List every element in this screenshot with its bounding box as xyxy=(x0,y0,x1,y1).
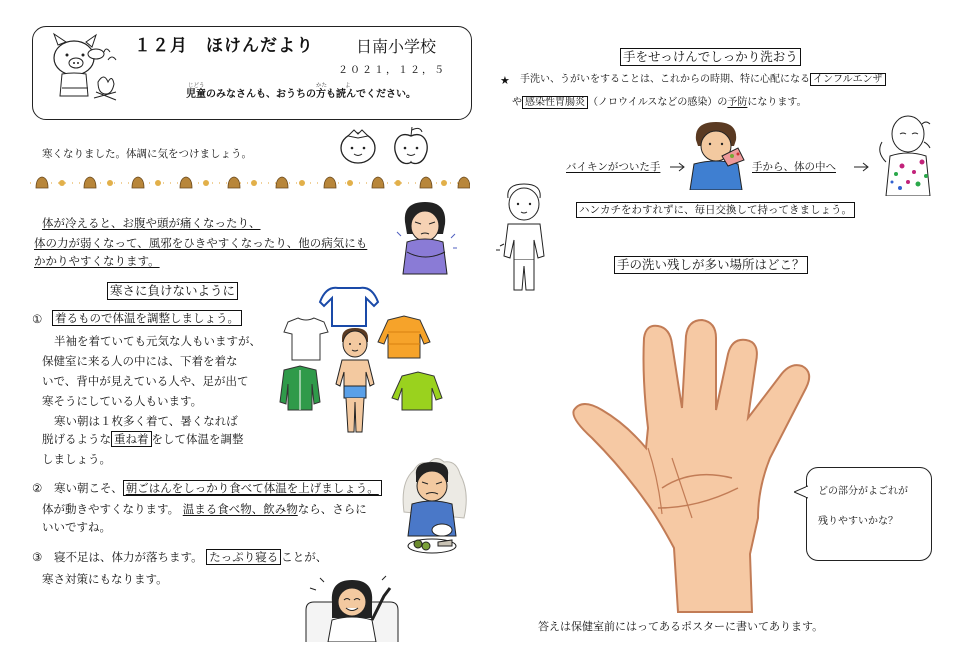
item1-line6: 寒い朝は１枚多く着て、暑くなれば xyxy=(54,414,238,428)
ruby-kata: かた xyxy=(316,83,328,89)
apple-icon xyxy=(390,124,432,168)
handwash-line1-a: 手洗い、うがいをすることは、これからの時期、特に心配になる xyxy=(520,74,810,85)
section-heading-cold: 寒さに負けないように xyxy=(107,282,238,300)
boy-eating-icon xyxy=(686,120,750,190)
item1-line7-c: をして体温を調整 xyxy=(151,432,244,446)
handkerchief-note: ハンカチをわすれずに、毎日交換して持ってきましょう。 xyxy=(576,202,855,218)
item3-line1 xyxy=(54,550,327,564)
item1-line4: いで、背中が見えている人や、足が出て xyxy=(42,374,249,388)
section-heading-handwash: 手をせっけんでしっかり洗おう xyxy=(620,48,801,66)
item2-line2-c: なら、さらに xyxy=(297,502,367,516)
issue-date: ２０２１，１２，５ xyxy=(338,65,446,76)
item1-line7-box: 重ね着 xyxy=(111,431,152,447)
ruby-yo: よ xyxy=(345,83,351,89)
item1-line5: 寒そうにしている人もいます。 xyxy=(42,394,203,408)
item2-line1 xyxy=(54,481,382,495)
newsletter-subtitle: 児童のみなさんも、おうちの方も読んでください。 xyxy=(186,89,416,100)
boy-standing-icon xyxy=(494,180,556,298)
arrow-right-icon-2 xyxy=(854,162,870,172)
item3-line1-box: たっぷり寝る xyxy=(206,549,281,565)
item2-line2 xyxy=(42,502,367,516)
star-marker: ★ xyxy=(500,74,510,87)
para1-line3: かかりやすくなります。 xyxy=(34,254,160,268)
handwash-line2 xyxy=(512,96,807,110)
item2-line2-a: 体が動きやすくなります。 xyxy=(42,502,180,516)
boy-underwear-icon xyxy=(330,326,380,438)
item3-line1-a: 寝不足は、体力が落ちます。 xyxy=(54,550,203,564)
chestnut-garland-icon xyxy=(30,174,470,192)
newsletter-title: １２月 ほけんだより xyxy=(134,36,314,56)
item1-line3: 保健室に来る人の中には、下着を着な xyxy=(42,354,238,368)
hand-outline-icon xyxy=(562,318,842,614)
bubble-line2: 残りやすいかな？ xyxy=(818,516,898,527)
item1-line7 xyxy=(42,432,244,446)
intro-text: 寒くなりました。体調に気をつけましょう。 xyxy=(42,148,252,160)
section-heading-missed-areas: 手の洗い残しが多い場所はどこ？ xyxy=(614,256,808,274)
cold-girl-icon xyxy=(395,198,457,276)
answer-note: 答えは保健室前にはってあるポスターに書いてあります。 xyxy=(538,620,824,633)
item3-line1-c: ことが、 xyxy=(281,550,328,564)
bubble-line1: どの部分がよごれが xyxy=(818,486,908,497)
persimmon-icon xyxy=(338,124,378,166)
item2-marker: ② xyxy=(32,481,43,495)
sick-child-germs-icon xyxy=(872,112,936,196)
question-bubble xyxy=(806,467,932,561)
para1-line1: 体が冷えると、お腹や頭が痛くなったり、 xyxy=(42,216,261,230)
arrow-right-icon xyxy=(670,162,686,172)
bubble-tail-icon xyxy=(794,484,808,500)
flow-into-body: 手から、体の中へ xyxy=(752,161,836,173)
sick-boy-icon xyxy=(398,452,470,560)
flow-germ-hand: バイキンがついた手 xyxy=(566,161,661,173)
item1-line7-a: 脱げるような xyxy=(42,432,111,446)
school-name: 日南小学校 xyxy=(356,37,437,56)
handwash-line2-c: （ノロウイルスなどの感染）の xyxy=(588,97,728,108)
gastro-box: 感染性胃腸炎 xyxy=(522,96,588,109)
item2-line2-b: 温まる食べ物、飲み物 xyxy=(182,502,298,516)
item2-line1-box: 朝ごはんをしっかり食べて体温を上げましょう。 xyxy=(123,480,382,496)
handwash-line2-a: や xyxy=(512,97,522,108)
happy-girl-icon xyxy=(302,574,402,642)
item1-heading: 着るもので体温を調整しましょう。 xyxy=(52,310,242,326)
para1-line2: 体の力が弱くなって、風邪をひきやすくなったり、他の病気にも xyxy=(34,236,368,250)
handwash-line2-e: になります。 xyxy=(747,97,807,108)
ruby-jido: じどう xyxy=(188,83,205,89)
flu-box: インフルエンザ xyxy=(810,73,886,86)
handwash-line1 xyxy=(520,73,886,87)
item2-line1-a: 寒い朝こそ、 xyxy=(54,481,123,495)
item1-line2: 半袖を着ていても元気な人もいますが、 xyxy=(54,334,261,348)
item3-line2: 寒さ対策にもなります。 xyxy=(42,572,168,586)
item2-line3: いいですね。 xyxy=(42,520,111,534)
item3-marker: ③ xyxy=(32,550,43,564)
item1-marker: ① xyxy=(32,312,43,326)
prevention-word: 予防 xyxy=(727,97,748,108)
pig-mascot-icon xyxy=(42,32,122,108)
item1-line8: しましょう。 xyxy=(42,452,111,466)
